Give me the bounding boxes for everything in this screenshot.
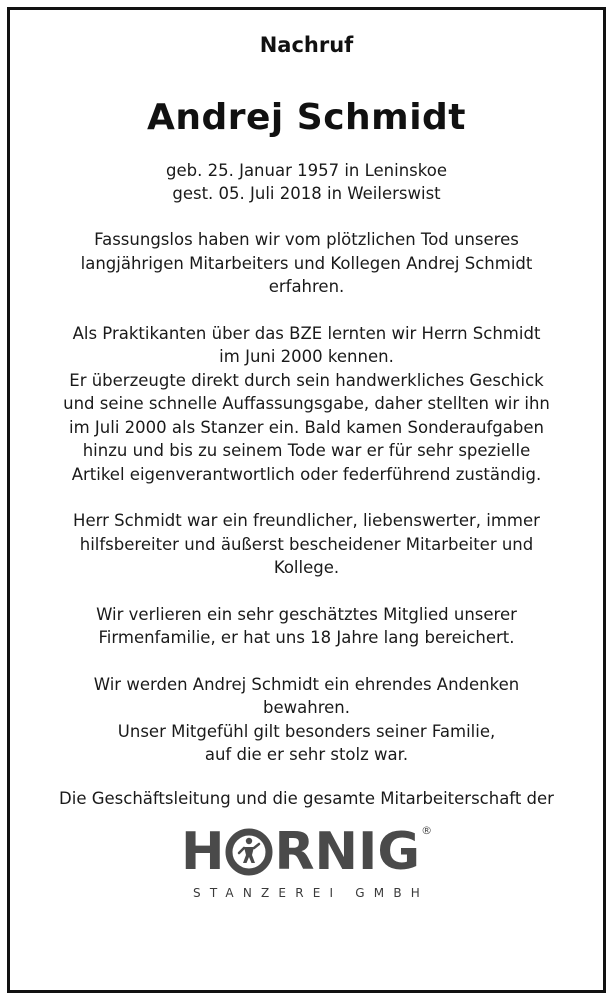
text-line: hinzu und bis zu seinem Tode war er für sehr spezielle xyxy=(82,441,531,460)
text-line: Artikel eigenverantwortlich oder federführend zuständig. xyxy=(71,464,542,484)
obituary-notice xyxy=(10,10,603,900)
paragraph-3 xyxy=(10,509,603,580)
text-line: hilfsbereiter und äußerst bescheidener Mitarbeiter und xyxy=(79,534,534,554)
text-line: Wir verlieren ein sehr geschätztes Mitglied unserer xyxy=(96,604,517,624)
birth-date: geb. 25. Januar 1957 in Leninskoe xyxy=(166,161,447,180)
text-line: Firmenfamilie, er hat uns 18 Jahre lang bereichert. xyxy=(98,628,515,647)
deceased-name: Andrej Schmidt xyxy=(146,97,467,138)
registered-mark: ® xyxy=(421,823,433,837)
logo-letters-rnig: RNIG xyxy=(274,821,421,882)
text-line: Er überzeugte direkt durch sein handwerkliches Geschick xyxy=(69,370,544,390)
text-line: im Juni 2000 kennen. xyxy=(219,347,394,366)
text-line: im Juli 2000 als Stanzer ein. Bald kamen Sonderaufgaben xyxy=(69,417,544,437)
paragraph-1 xyxy=(10,228,603,299)
text-line: Unser Mitgefühl gilt besonders seiner Familie, xyxy=(117,721,496,741)
figure-in-circle-icon xyxy=(225,828,273,876)
logo-tagline: STANZEREI GMBH xyxy=(193,885,429,900)
logo-letters xyxy=(181,822,420,882)
text-line: und seine schnelle Auffassungsgabe, daher stellten wir ihn xyxy=(63,394,550,413)
logo-wordmark xyxy=(181,822,432,882)
text-line: auf die er sehr stolz war. xyxy=(204,745,409,764)
paragraph-2 xyxy=(10,322,603,487)
text-line: langjährigen Mitarbeiters und Kollegen Andrej Schmidt xyxy=(80,253,533,273)
text-line: Wir werden Andrej Schmidt ein ehrendes Andenken xyxy=(93,674,520,694)
text-line: Als Praktikanten über das BZE lernten wir Herrn Schmidt xyxy=(72,323,541,343)
text-line: erfahren. xyxy=(268,277,345,296)
signoff-text: Die Geschäftsleitung und die gesamte Mitarbeiterschaft der xyxy=(59,788,554,808)
life-dates xyxy=(10,159,603,205)
text-line: Kollege. xyxy=(273,558,340,577)
logo-letter-h: H xyxy=(180,821,225,882)
death-date: gest. 05. Juli 2018 in Weilerswist xyxy=(172,184,441,203)
text-line: Herr Schmidt war ein freundlicher, liebenswerter, immer xyxy=(73,511,540,530)
paragraph-5 xyxy=(10,673,603,767)
paragraph-4 xyxy=(10,603,603,650)
text-line: Fassungslos haben wir vom plötzlichen Tod unseres xyxy=(94,230,519,249)
notice-heading: Nachruf xyxy=(259,33,354,57)
company-logo xyxy=(10,822,603,900)
text-line: bewahren. xyxy=(263,698,350,717)
